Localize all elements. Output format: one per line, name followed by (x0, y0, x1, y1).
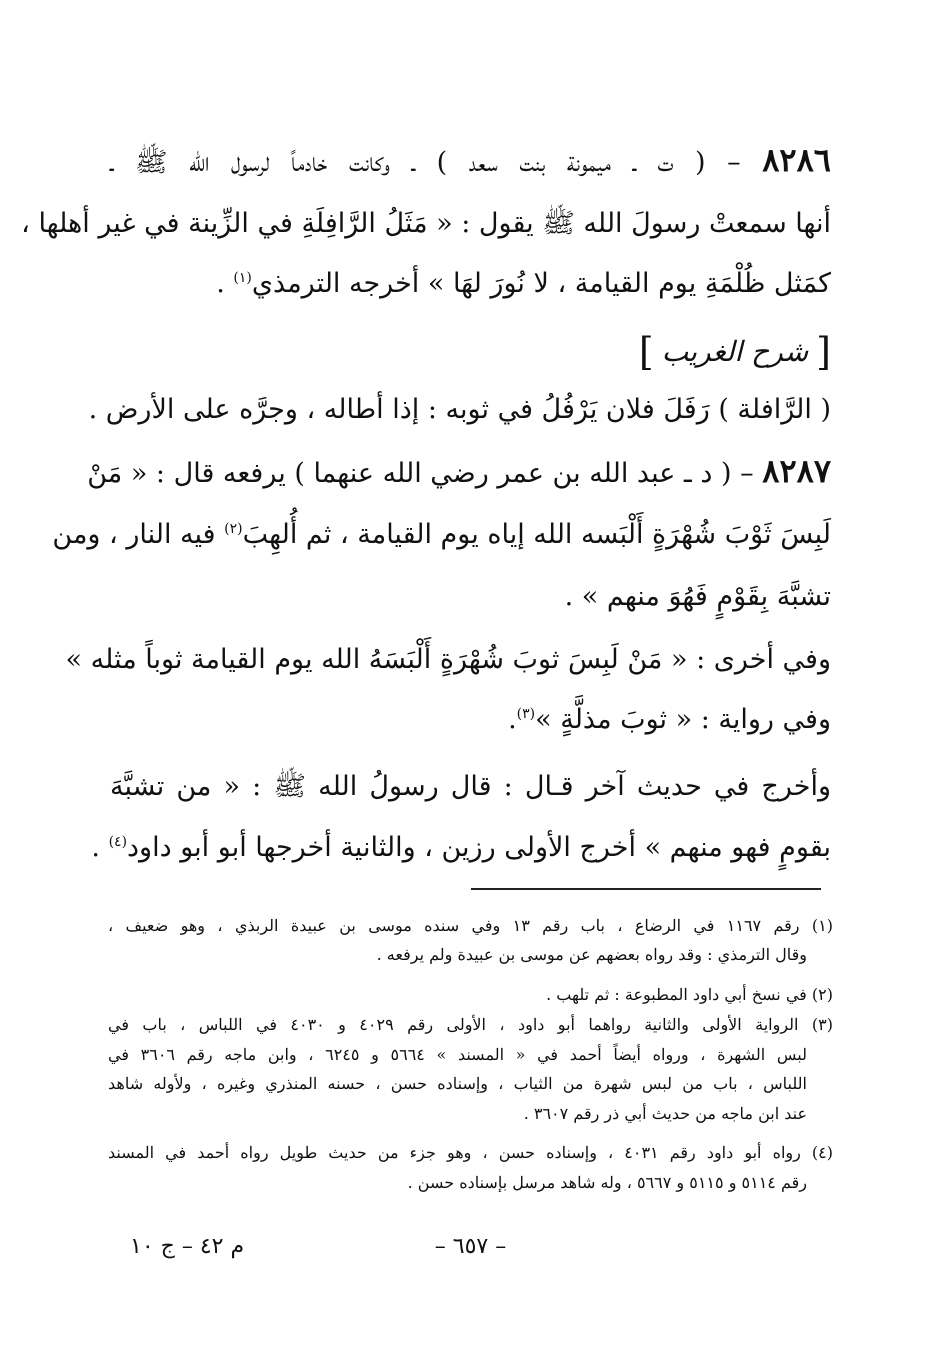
hadith-text: – ( ت ـ ميمونة بنت سعد ) ـ وكانت خادماً لرسول الله ﷺ ـ (110, 147, 741, 178)
hadith-text: وفي رواية : « ثوبَ مذلَّةٍ » (535, 704, 831, 735)
hadith-number: ٨٢٨٦ (762, 141, 831, 179)
footnote-ref-3[interactable]: (٣) (516, 706, 536, 722)
hadith-8287-line-1 (87, 451, 831, 491)
bracket-close: ] (638, 330, 654, 374)
footnote-ref-2[interactable]: (٢) (224, 521, 243, 537)
page-number: – ٦٥٧ – (434, 1234, 507, 1259)
hadith-text: لَبِسَ ثَوْبَ شُهْرَةٍ أَلْبَسه الله إياه يوم القيامة ، ثم أُلهِبَ (242, 519, 831, 550)
gharib-heading (639, 330, 831, 374)
footnote-1-line-2: وقال الترمذي : وقد رواه بعضهم عن موسى بن عبيدة ولم يرفعه . (376, 945, 807, 964)
footnote-divider (471, 888, 821, 890)
hadith-8287-line-4: وفي أخرى : « مَنْ لَبِسَ ثوبَ شُهْرَةٍ أَلْبَسَهُ الله يوم القيامة ثوباً مثله » (65, 644, 831, 675)
bracket-open: [ (816, 330, 831, 374)
gharib-explanation: ( الرَّافلة ) رَفَلَ فلان يَرْفُلُ في ثوبه : إذا أطاله ، وجرَّه على الأرض . (88, 394, 831, 425)
hadith-8286-line-2: أنها سمعتْ رسولَ الله ﷺ يقول : « مَثَلُ الرَّافِلَةِ في الزِّينة في غير أهلها ، (21, 208, 831, 239)
hadith-number: ٨٢٨٧ (762, 452, 831, 490)
hadith-8287-line-2 (52, 515, 831, 555)
footnote-2: (٢) في نسخ أبي داود المطبوعة : ثم تلهب . (546, 985, 833, 1004)
hadith-text: بقومٍ فهو منهم » أخرج الأولى رزين ، والثانية أخرجها أبو أبو داود (127, 832, 831, 863)
gharib-heading-text: شرح الغريب (661, 335, 809, 368)
footnote-3-line-3: اللباس ، باب من لبس شهرة من الثياب ، وإسناده حسن ، حسنه المنذري وغيره ، ولأوله شاهد (108, 1074, 807, 1093)
hadith-text: فيه النار ، ومن (52, 519, 216, 550)
footnote-3-line-4: عند ابن ماجه من حديث أبي ذر رقم ٣٦٠٧ . (523, 1104, 807, 1123)
hadith-text: – ( د ـ عبد الله بن عمر رضي الله عنهما ) يرفعه قال : « مَنْ (87, 458, 754, 489)
line-end-punct: . (91, 832, 100, 863)
signature-mark: م ٤٢ – ج ١٠ (130, 1234, 245, 1259)
line-end-punct: . (216, 268, 225, 299)
hadith-8286-line-1 (110, 140, 831, 180)
hadith-8287-line-5 (110, 700, 831, 740)
footnote-ref-4[interactable]: (٤) (108, 834, 128, 850)
footnote-ref-1[interactable]: (١) (233, 270, 252, 286)
hadith-8286-line-3 (110, 264, 831, 304)
hadith-8287-line-7 (91, 828, 831, 868)
footnote-3-line-1: (٣) الرواية الأولى والثانية رواهما أبو داود ، الأولى رقم ٤٠٢٩ و ٤٠٣٠ في اللباس ، باب في (108, 1015, 833, 1034)
footnote-4-line-2: رقم ٥١١٤ و ٥١١٥ و ٥٦٦٧ ، وله شاهد مرسل بإسناده حسن . (407, 1173, 807, 1192)
hadith-8287-line-3: تشبَّهَ بِقَوْمٍ فَهُوَ منهم » . (564, 581, 831, 612)
hadith-8287-line-6: وأخرج في حديث آخر قـال : قال رسولُ الله ﷺ : « من تشبَّهَ (110, 771, 831, 802)
line-end-punct: . (508, 704, 517, 735)
hadith-text: كمَثل ظُلْمَةِ يوم القيامة ، لا نُورَ لهَا » أخرجه الترمذي (251, 268, 831, 299)
footnote-3-line-2: لبس الشهرة ، ورواه أيضاً أحمد في « المسند » ٥٦٦٤ و ٦٢٤٥ ، وابن ماجه رقم ٣٦٠٦ في (108, 1045, 807, 1064)
footnote-4-line-1: (٤) رواه أبو داود رقم ٤٠٣١ ، وإسناده حسن ، وهو جزء من حديث طويل رواه أحمد في المسند (108, 1143, 834, 1162)
footnote-1-line-1: (١) رقم ١١٦٧ في الرضاع ، باب رقم ١٣ وفي سنده موسى بن عبيدة الربذي ، وهو ضعيف ، (108, 916, 833, 935)
